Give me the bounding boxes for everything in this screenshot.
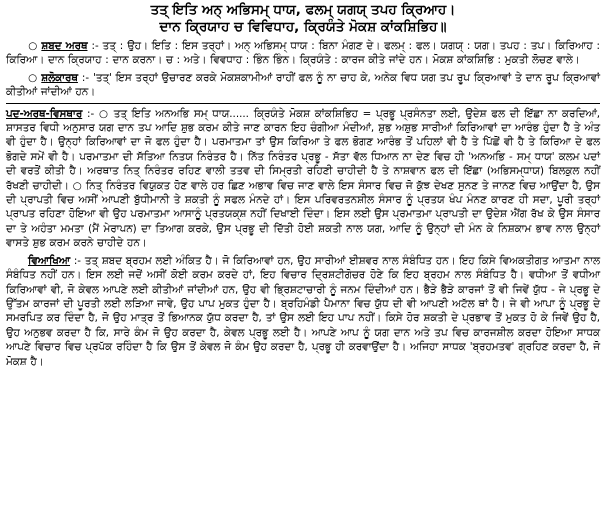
verse-title-line-2: ਦਾਨ ਕ੍ਰਿਯਾਹ ਚ ਵਿਵਿਧਾਹ, ਕ੍ਰਿਯੰਤੇ ਮੋਕਸ਼ ਕਾਂਕਸ਼ਿਭਿਹ॥ xyxy=(159,19,447,35)
shabad-arth-text: :- ਤਤ੍ : ਉਹ। ਇਤਿ : ਇਸ ਤਰ੍ਹਾਂ। ਅਨ੍ ਅਭਿਸਮ੍ ਧਾਯ : ਬਿਨਾ ਮੰਗਣ ਦੇ। ਫਲਮ੍ : ਫਲ। ਯਗਯ੍ : ਯਗ। ਤਪਹ : ਤਪ। ਕਿਰਿਆਹ : ਕਿਰਿਆ। ਦਾਨ ਕ੍ਰਿਯਾਹ : ਦਾਨ ਕਰਨਾ। ਚ : ਅਤੇ। ਵਿਵਧਾਹ : ਭਿੰਨ ਭਿੰਨ। ਕ੍ਰਿਯੰਤੇ : ਕਾਰਜ ਕੀਤੇ ਜਾਂਦੇ ਹਨ। ਮੋਕਸ਼ ਕਾਂਕਸ਼ਿਭਿ : ਮੁਕਤੀ ਲੋਚਣ ਵਾਲੇ। xyxy=(6,40,600,67)
viakhia-heading: ਵਿਆਖਿਆ xyxy=(28,254,71,267)
viakhia-text: :- ਤਤ੍ ਸ਼ਬਦ ਬ੍ਰਹਮ ਲਈ ਅੰਕਿਤ ਹੈ। ਜੋ ਕਿਰਿਆਵਾਂ ਹਨ, ਉਹ ਸਾਰੀਆਂ ਈਸ਼ਵਰ ਨਾਲ ਸੰਬੰਧਿਤ ਹਨ। ਇਹ ਕਿਸੇ ਵਿਅਕਤੀਗਤ ਆਤਮਾ ਨਾਲ ਸੰਬੰਧਿਤ ਨਹੀਂ ਹਨ। ਇਸ ਲਈ ਜਦੋਂ ਅਸੀਂ ਕੋਈ ਕਰਮ ਕਰਦੇ ਹਾਂ, ਇਹ ਵਿਚਾਰ ਦ੍ਰਿਸ਼ਟੀਗੋਚਰ ਹੋਣੇ ਕਿ ਇਹ ਬ੍ਰਹਮ ਨਾਲ ਸੰਬੰਧਿਤ ਹੈ। ਵਧੀਆ ਤੋਂ ਵਧੀਆ ਕਿਰਿਆਵਾਂ ਵੀ, ਜੋ ਕੇਵਲ ਆਪਣੇ ਲਈ ਕੀਤੀਆਂ ਜਾਂਦੀਆਂ ਹਨ, ਉਹ ਵੀ ਭ੍ਰਿਸ਼ਟਾਚਾਰੀ ਨੂੰ ਜਨਮ ਦਿੰਦੀਆਂ ਹਨ। ਭੈੜੇ ਭੈੜੇ ਕਾਰਜਾਂ ਤੋਂ ਵੀ ਜਿਵੇਂ ਯੁੱਧ - ਜੇ ਪ੍ਰਭੂ ਦੇ ਉੱਤਮ ਕਾਰਜਾਂ ਦੀ ਪੂਰਤੀ ਲਈ ਲੜਿਆ ਜਾਵੇ, ਉਹ ਪਾਪ ਮੁਕਤ ਹੁੰਦਾ ਹੈ। ਬ੍ਰਹਿਮੰਡੀ ਪੈਮਾਨਾ ਵਿਚ ਯੁੱਧ ਦੀ ਵੀ ਆਪਣੀ ਅਟੱਲ ਥਾਂ ਹੈ। ਜੇ ਵੀ ਆਪਾ ਨੂੰ ਪ੍ਰਭੂ ਦੇ ਸਮਰਪਿਤ ਕਰ ਦਿੰਦਾ ਹੈ, ਜੋ ਉਹ ਮਾਤ੍ਰ ਤੋਂ ਭਿਆਨਕ ਯੁੱਧ ਕਰਦਾ ਹੈ, ਤਾਂ ਉਸ ਲਈ ਇਹ ਪਾਪ ਨਹੀਂ। ਕਿਸੇ ਹੋਰ ਸ਼ਕਤੀ ਦੇ ਪ੍ਰਭਾਵ ਤੋਂ ਮੁਕਤ ਹੋ ਕੇ ਜਿਵੇਂ ਉਹ ਹੈ, ਉਹ ਅਨੁਭਵ ਕਰਦਾ ਹੈ ਕਿ, ਸਾਰੇ ਕੰਮ ਜੋ ਉਹ ਕਰਦਾ ਹੈ, ਕੇਵਲ ਪ੍ਰਭੂ ਲਈ ਹੈ। ਆਪਣੇ ਆਪ ਨੂੰ ਯਗ ਦਾਨ ਅਤੇ ਤਪ ਵਿਚ ਕਾਰਜਸ਼ੀਲ ਕਰਦਾ ਹੋਇਆ ਸਾਧਕ ਆਪਣੇ ਵਿਚਾਰ ਵਿਚ ਪ੍ਰਪੱਕ ਰਹਿੰਦਾ ਹੈ ਕਿ ਉਸ ਤੋਂ ਕੇਵਲ ਜੋ ਕੰਮ ਉਹ ਕਰਦਾ ਹੈ, ਪ੍ਰਭੂ ਹੀ ਕਰਵਾਉਂਦਾ ਹੈ। ਅਜਿਹਾ ਸਾਧਕ 'ਬ੍ਰਹਮਤਵ' ਗ੍ਰਹਿਣ ਕਰਦਾ ਹੈ, ਜੋ ਮੋਕਸ਼ ਹੈ। xyxy=(6,254,601,368)
pad-arth-section xyxy=(6,107,600,251)
bullet-marker: ○ xyxy=(28,71,38,84)
section-divider xyxy=(6,103,600,104)
shlokarth-text: :- 'ਤਤ੍' ਇਸ ਤਰ੍ਹਾਂ ਉਚਾਰਣ ਕਰਕੇ ਮੋਕਸ਼ਕਾਮੀਆਂ ਰਾਹੀਂ ਫਲ ਨੂੰ ਨਾ ਚਾਹ ਕੇ, ਅਨੇਕ ਵਿਧ ਯਗ ਤਪ ਰੂਪ ਕ੍ਰਿਆਵਾਂ ਤੇ ਦਾਨ ਰੂਪ ਕ੍ਰਿਆਵਾਂ ਕੀਤੀਆਂ ਜਾਂਦੀਆਂ ਹਨ। xyxy=(6,71,600,99)
viakhia-paragraph xyxy=(6,254,600,369)
shlokarth-section xyxy=(6,71,600,100)
shabad-arth-heading: ਸ਼ਬਦ ਅਰਥ xyxy=(41,40,88,52)
verse-title-line-1: ਤਤ੍ ਇਤਿ ਅਨ੍ ਅਭਿਸਮ੍ ਧਾਯ, ਫਲਮ੍ ਯਗਯ੍ ਤਪਹ ਕ੍ਰਿਆਹ। xyxy=(150,2,456,18)
pad-arth-paragraph xyxy=(6,107,600,251)
shlokarth-heading: ਸ਼ਲੋਕਾਰਥ xyxy=(41,71,78,84)
bullet-marker: ○ xyxy=(28,40,38,52)
pad-arth-text: :- ○ ਤਤ੍ ਇਤਿ ਅਨਅਭਿ ਸਮ੍ ਧਾਯ...... ਕ੍ਰਿਯੰਤੇ ਮੋਕਸ਼ ਕਾਂਕਸ਼ਿਭਿਹ = ਪ੍ਰਭੂ ਪ੍ਰਸੰਨਤਾ ਲਈ, ਉਦੇਸ਼ ਫਲ ਦੀ ਇੱਛਾ ਨਾ ਕਰਦਿਆਂ, ਸ਼ਾਸਤਰ ਵਿਧੀ ਅਨੁਸਾਰ ਯਗ ਦਾਨ ਤਪ ਆਦਿ ਸ਼ੁਭ ਕਰਮ ਕੀਤੇ ਜਾਣ ਕਾਰਨ ਇਹ ਚੰਗੀਆ ਮੰਦੀਆਂ, ਸ਼ੁਭ ਅਸ਼ੁਭ ਸਾਰੀਆਂ ਕਿਰਿਆਵਾਂ ਦਾ ਆਰੰਭ ਹੁੰਦਾ ਹੈ ਤੇ ਅੰਤ ਵੀ ਹੁੰਦਾ ਹੈ। ਉਨ੍ਹਾਂ ਕਿਰਿਆਵਾਂ ਦਾ ਜੋ ਫਲ ਹੁੰਦਾ ਹੈ। ਪਰਮਾਤਮਾ ਤਾਂ ਉਸ ਕਿਰਿਆ ਤੇ ਫਲ ਭੋਗਣ ਆਰੰਭ ਤੋਂ ਪਹਿਲਾਂ ਵੀ ਹੈ ਤੇ ਪਿੱਛੋਂ ਵੀ ਹੈ ਤੇ ਕਿਰਿਆ ਦੇ ਫਲ ਭੋਗਦੇ ਸਮੇਂ ਵੀ ਹੈ। ਪਰਮਾਤਮਾ ਦੀ ਸੱਤਿਆ ਨਿਤਯ ਨਿਰੰਤਰ ਹੈ। ਨਿੱਤ ਨਿਰੰਤਰ ਪ੍ਰਭੂ - ਸੱਤਾ ਵੱਲ ਧਿਆਨ ਨਾ ਦੇਣ ਵਿਚ ਹੀ 'ਅਨਅਭਿ - ਸਮ੍ ਧਾਯ' ਕਲਮ ਪਦਾਂ ਦੀ ਵਰਤੋਂ ਕੀਤੀ ਹੈ। ਅਰਥਾਤ ਨਿਤ੍ ਨਿਰੰਤਰ ਰਹਿਣ ਵਾਲੀ ਤਤਵ ਦੀ ਸਿਮ੍ਰਤੀ ਰਹਿਣੀ ਚਾਹੀਦੀ ਹੈ ਤੇ ਨਾਸ਼ਵਾਨ ਫਲ ਦੀ ਇੱਛਾ (ਅਭਿਸਮੑਧਾਯ) ਬਿਲਕੁਲ ਨਹੀਂ ਰੱਖਣੀ ਚਾਹੀਦੀ। ○ ਨਿਤ੍ ਨਿਰੰਤਰ ਵਿਯੁਕਤ ਹੋਣ ਵਾਲੇ ਹਰ ਛਿਣ ਅਭਾਵ ਵਿਚ ਜਾਣ ਵਾਲੇ ਇਸ ਸੰਸਾਰ ਵਿਚ ਜੋ ਕੁੱਝ ਦੇਖਣ ਸੁਨਣ ਤੇ ਜਾਨਣ ਵਿਚ ਆਉਂਦਾ ਹੈ, ਉਸ ਦੀ ਪ੍ਰਾਪਤੀ ਵਿਚ ਅਸੀਂ ਆਪਣੀ ਬੁੱਧੀਮਾਨੀ ਤੇ ਸ਼ਕਤੀ ਨੂੰ ਸਫਲ ਮੰਨਦੇ ਹਾਂ। ਇਸ ਪਰਿਵਰਤਨਸ਼ੀਲ ਸੰਸਾਰ ਨੂੰ ਪ੍ਰਤਯ ਖੰਪ ਮੰਨਣ ਕਾਰਣ ਹੀ ਸਦਾ, ਪੂਰੀ ਤਰ੍ਹਾਂ ਪ੍ਰਾਪਤ ਰਹਿਣਾ ਹੋਇਆ ਵੀ ਉਹ ਪਰਮਾਤਮਾ ਆਸਾਨੂੰ ਪ੍ਰਤਯਕ੍ਸ਼ ਨਹੀਂ ਦਿਖਾਈ ਦਿੰਦਾ। ਇਸ ਲਈ ਉਸ ਪ੍ਰਮਾਤਮਾ ਪ੍ਰਾਪਤੀ ਦਾ ਉਦੇਸ਼ ਐਂਗ ਰੱਖ ਕੇ ਉਸ ਸੰਸਾਰ ਦਾ ਤੇ ਅਹੰਤਾ ਮਮਤਾ (ਮੈਂ ਮੇਰਾਪਨ) ਦਾ ਤਿਆਗ ਕਰਕੇ, ਉਸ ਪ੍ਰਭੂ ਦੀ ਦਿੱਤੀ ਹੋਈ ਸ਼ਕਤੀ ਨਾਲ ਯਗ, ਆਦਿ ਨੂੰ ਉਨ੍ਹਾਂ ਦੀ ਮੰਨ ਕੇ ਨਿਸ਼ਕਾਮ ਭਾਵ ਨਾਲ ਉਨ੍ਹਾਂ ਵਾਸਤੇ ਸ਼ੁਭ ਕਰਮ ਕਰਨੇ ਚਾਹੀਦੇ ਹਨ। xyxy=(6,107,600,250)
pad-arth-heading: ਪਦ-ਅਰਥ-ਵਿਸਥਾਰ xyxy=(6,107,83,120)
shabad-arth-section xyxy=(6,39,600,68)
viakhia-section xyxy=(6,254,600,369)
shlokarth-paragraph xyxy=(6,71,600,100)
shabad-arth-paragraph xyxy=(6,39,600,68)
